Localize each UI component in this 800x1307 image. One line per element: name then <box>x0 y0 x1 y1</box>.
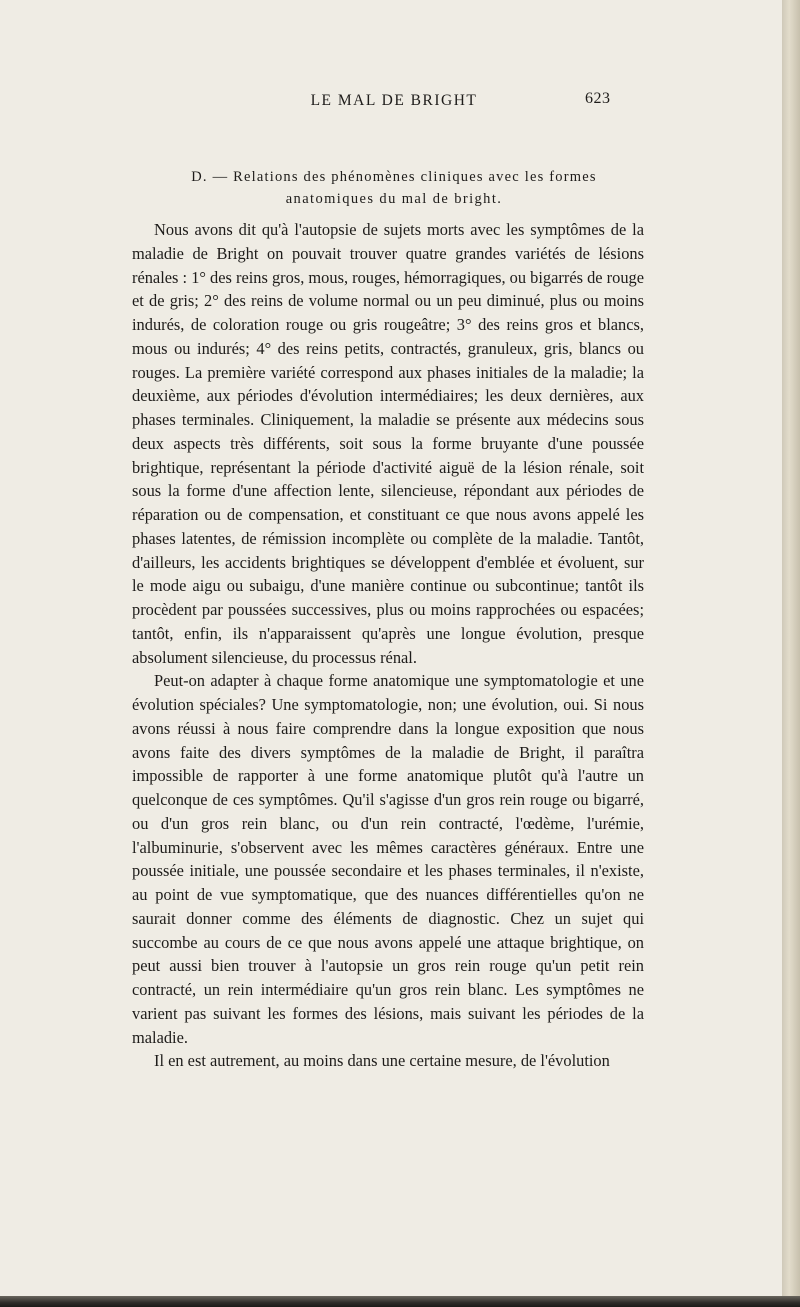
paragraph-3: Il en est autrement, au moins dans une certaine mesure, de l'évolution <box>154 1051 610 1071</box>
page-edge-bottom <box>0 1296 800 1307</box>
paragraph-1: Nous avons dit qu'à l'autopsie de sujets morts avec les symptômes de la maladie de Bright on pouvait trouver quatre grandes variétés de lésions rénales : 1° des reins gros, mous, rouges, hémorragiques, ou bigarrés de rouge et de gris; 2° des reins de volume normal ou un peu diminué, plus ou moins indurés, de coloration rouge ou gris rougeâtre; 3° des reins gros et blancs, mous ou indurés; 4° des reins petits, contractés, granuleux, gris, blancs ou rouges. La première variété correspond aux phases initiales de la maladie; la deuxième, aux périodes d'évolution intermédiaires; les deux dernières, aux phases terminales. Cliniquement, la maladie se présente aux médecins sous deux aspects très différents, soit sous la forme bruyante d'une poussée brightique, représentant la période d'activité aiguë de la lésion rénale, soit sous la forme d'une affection lente, silencieuse, répondant aux périodes de réparation ou de compensation, et constituant ce que nous avons appelé les phases latentes, de rémission incomplète ou complète de la maladie. Tantôt, d'ailleurs, les accidents brightiques se développent d'emblée et évoluent, sur le mode aigu ou subaigu, d'une manière continue ou subcontinue; tantôt ils procèdent par poussées successives, plus ou moins rapprochées ou espacées; tantôt, enfin, ils n'apparaissent qu'après une longue évolution, presque absolument silencieuse, du processus rénal. <box>132 220 644 667</box>
section-heading-line-2: anatomiques du mal de bright. <box>285 191 503 207</box>
page-number: 623 <box>585 90 611 107</box>
running-title: LE MAL DE BRIGHT <box>310 92 478 109</box>
page-header <box>0 92 788 114</box>
page-edge-right <box>782 0 800 1307</box>
section-heading <box>60 166 728 210</box>
body-text <box>132 218 644 1073</box>
paragraph-2: Peut-on adapter à chaque forme anatomique une symptomatologie et une évolution spéciales? Une symptomatologie, non; une évolution, oui. Si nous avons réussi à nous faire comprendre dans la longue exposition que nous avons faite des divers symptômes de la maladie de Bright, il paraîtra impossible de rapporter à une forme anatomique plutôt qu'à l'autre un quelconque de ces symptômes. Qu'il s'agisse d'un gros rein rouge ou bigarré, ou d'un gros rein blanc, ou d'un rein contracté, l'œdème, l'urémie, l'albuminurie, s'observent avec les mêmes caractères généraux. Entre une poussée initiale, une poussée secondaire et les phases terminales, il n'existe, au point de vue symptomatique, que des nuances différentielles qu'on ne saurait donner comme des éléments de diagnostic. Chez un sujet qui succombe au cours de ce que nous avons appelé une attaque brightique, on peut aussi bien trouver à l'autopsie un gros rein rouge qu'un petit rein contracté, un rein intermédiaire qu'un gros rein blanc. Les symptômes ne varient pas suivant les formes des lésions, mais suivant les périodes de la maladie. <box>132 671 644 1047</box>
section-heading-line-1: D. — Relations des phénomènes cliniques avec les formes <box>191 169 597 185</box>
